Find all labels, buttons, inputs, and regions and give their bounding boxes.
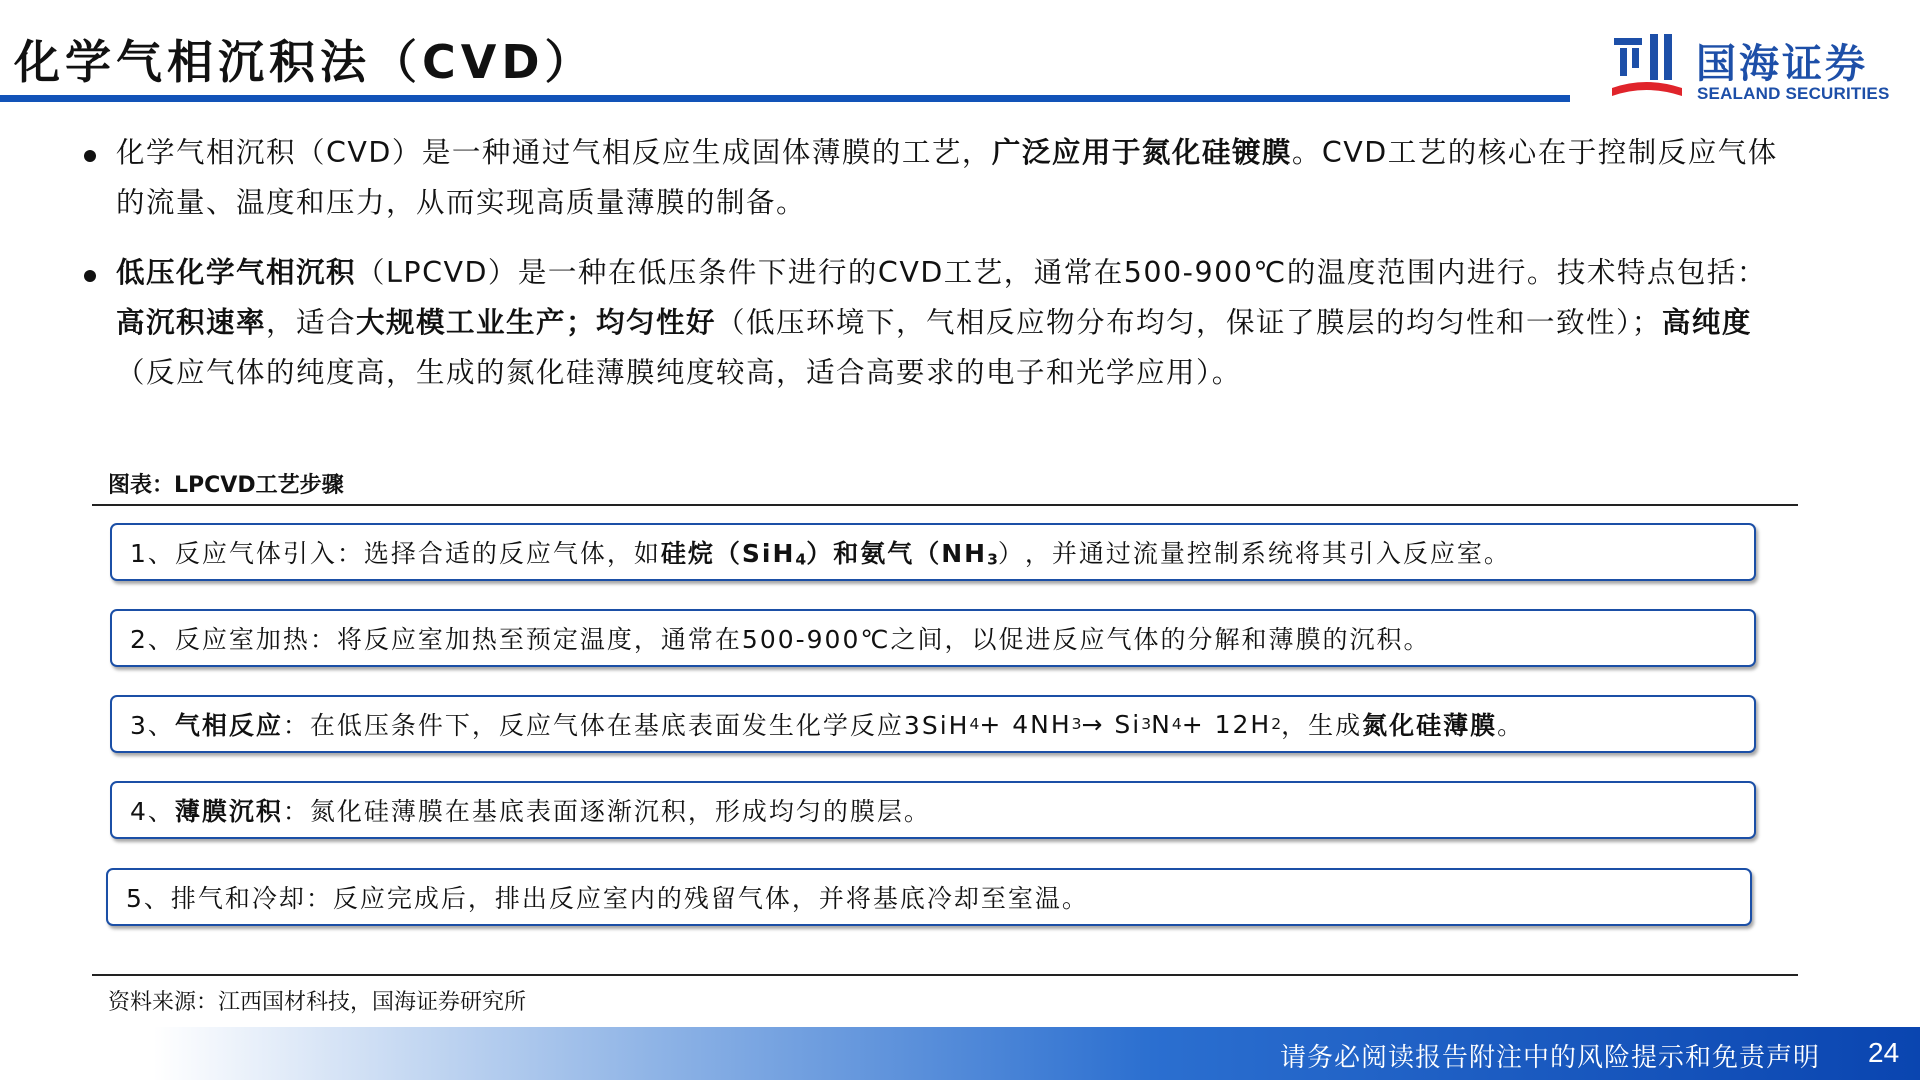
page-number: 24 <box>1868 1037 1900 1068</box>
process-step-3: 3、 气相反应 ：在低压条件下，反应气体在基底表面发生化学反应3SiH 4 + 4NH 3 → Si 3 N 4 + 12H 2 ，生成 氮化硅薄膜 。 <box>110 695 1756 753</box>
figure-bottom-rule <box>92 974 1798 976</box>
footer-disclaimer: 请务必阅读报告附注中的风险提示和免责声明 <box>1279 1043 1820 1073</box>
process-step-4: 4、 薄膜沉积 ：氮化硅薄膜在基底表面逐渐沉积，形成均匀的膜层。 <box>110 781 1756 839</box>
process-step-5: 5、排气和冷却：反应完成后，排出反应室内的残留气体，并将基底冷却至室温。 <box>106 868 1752 926</box>
sealand-logo-icon <box>1610 34 1684 100</box>
bullet-item-cvd <box>80 128 1780 228</box>
company-logo <box>1610 30 1890 106</box>
figure-label: 图表：LPCVD工艺步骤 <box>108 473 344 498</box>
process-step-2: 2、反应室加热：将反应室加热至预定温度，通常在500-900℃之间，以促进反应气体的分解和薄膜的沉积。 <box>110 609 1756 667</box>
page-title: 化学气相沉积法（CVD） <box>14 35 596 89</box>
figure-source: 资料来源：江西国材科技，国海证券研究所 <box>108 990 527 1015</box>
bullet-item-lpcvd <box>80 248 1780 398</box>
logo-name-cn: 国海证券 <box>1696 41 1868 87</box>
title-underline <box>0 95 1570 102</box>
bullet-list <box>80 128 1780 418</box>
logo-name-en: SEALAND SECURITIES <box>1697 84 1890 103</box>
bullet-dot <box>84 270 96 282</box>
process-step-1: 1、反应气体引入：选择合适的反应气体，如 硅烷（SiH4）和氨气（NH3 ） ，并通过流量控制系统将其引入反应室。 <box>110 523 1756 581</box>
bullet-dot <box>84 150 96 162</box>
bullet-text: 低压化学气相沉积（LPCVD）是一种在低压条件下进行的CVD工艺，通常在500-900℃的温度范围内进行。技术特点包括：高沉积速率，适合大规模工业生产；均匀性好（低压环境下，气相反应物分布均匀，保证了膜层的均匀性和一致性）；高纯度（反应气体的纯度高，生成的氮化硅薄膜纯度较高，适合高要求的电子和光学应用）。 <box>116 256 1767 389</box>
figure-top-rule <box>92 504 1798 506</box>
bullet-text: 化学气相沉积（CVD）是一种通过气相反应生成固体薄膜的工艺，广泛应用于氮化硅镀膜。CVD工艺的核心在于控制反应气体的流量、温度和压力，从而实现高质量薄膜的制备。 <box>116 136 1778 219</box>
